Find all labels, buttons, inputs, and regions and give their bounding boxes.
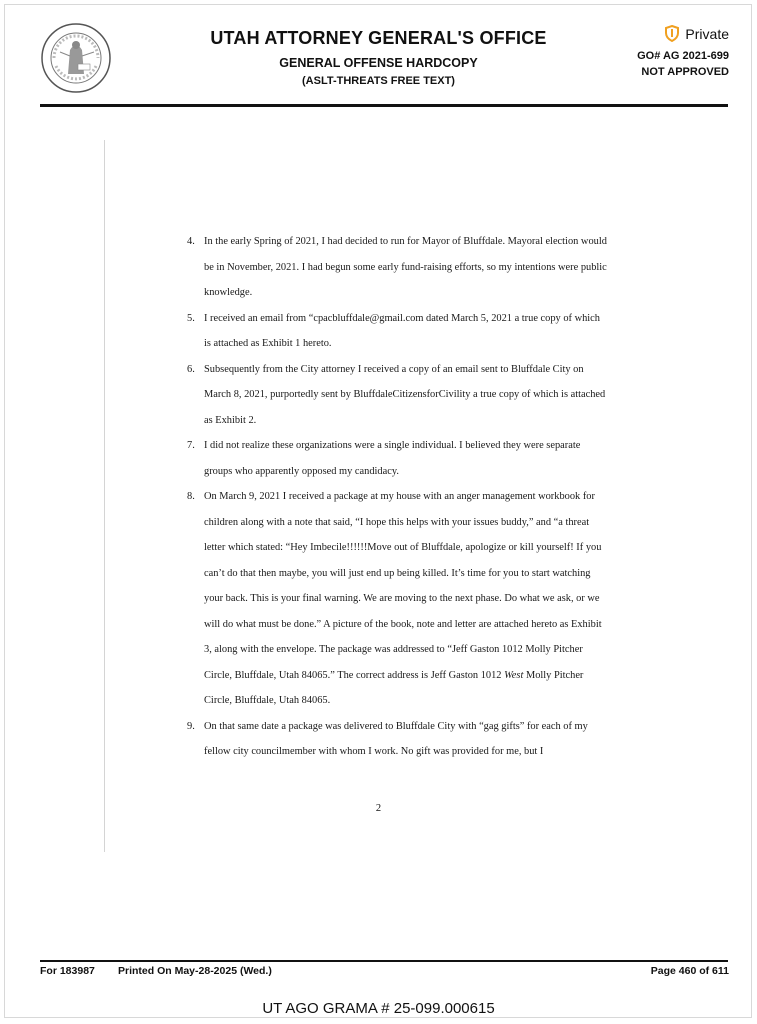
document-body — [187, 229, 607, 765]
header-divider — [40, 104, 728, 107]
item-number: 9. — [187, 720, 195, 732]
list-item — [187, 357, 607, 434]
page-number: 2 — [375, 803, 382, 814]
document-subtitle: GENERAL OFFENSE HARDCOPY — [279, 56, 478, 70]
approval-status: NOT APPROVED — [641, 66, 729, 78]
item-text: I did not realize these organizations were a single individual. I believed they were separate groups who apparently opposed my candidacy. — [204, 440, 581, 477]
page-title: UTAH ATTORNEY GENERAL'S OFFICE — [210, 28, 547, 48]
scan-margin-line — [104, 140, 105, 852]
shield-icon — [665, 25, 679, 42]
item-number: 6. — [187, 363, 195, 375]
item-text: In the early Spring of 2021, I had decided to run for Mayor of Bluffdale. Mayoral election would be in November, 2021. I had begun some early fund-raising efforts, so my intentions were public knowledge. — [204, 236, 607, 298]
list-item — [187, 484, 607, 714]
footer-page-count: Page 460 of 611 — [650, 965, 729, 977]
item-text — [204, 484, 607, 714]
item-number: 8. — [187, 491, 195, 502]
item-number: 4. — [187, 236, 195, 247]
item-text: I received an email from “cpacbluffdale@gmail.com dated March 5, 2021 a true copy of which is attached as Exhibit 1 hereto. — [204, 312, 600, 349]
item-text-part: On March 9, 2021 I received a package at my house with an anger management workbook for children along with a note that said, “I hope this helps with your issues buddy,” and “a threat letter which stated: “Hey Imbecile!!!!!!Move out of Bluffdale, apologize or kill yourself! If you can’t do that then maybe, you will just end up being killed. It’s time for you to start watching your back. This is your final warning. We are moving to the next phase. Do what we ask, or we will do what must be done.” A picture of the book, note and letter are attached hereto as Exhibit 3, along with the envelope. The package was addressed to “Jeff Gaston 1012 Molly Pitcher Circle, Bluffdale, Utah 84065.” The correct address is Jeff Gaston 1012 — [204, 491, 602, 681]
item-number: 7. — [187, 440, 195, 451]
privacy-label: Private — [685, 25, 729, 42]
item-text: Subsequently from the City attorney I received a copy of an email sent to Bluffdale City on March 8, 2021, purportedly sent by BluffdaleCitizensforCivility a true copy of which is attached as Exhibit 2. — [204, 363, 606, 426]
go-number: GO# AG 2021-699 — [637, 50, 729, 62]
item-text-part: Molly Pitcher Circle, Bluffdale, Utah 84065. — [204, 669, 584, 706]
item-text-emphasis: West — [504, 669, 524, 681]
list-item — [187, 433, 607, 484]
item-number: 5. — [187, 312, 195, 324]
list-item — [187, 229, 607, 306]
footer-divider — [40, 960, 728, 962]
footer-for-label: For 183987 — [40, 965, 95, 977]
list-item — [187, 714, 607, 765]
list-item — [187, 306, 607, 357]
grama-stamp: UT AGO GRAMA # 25-099.000615 — [262, 1000, 495, 1017]
item-text: On that same date a package was delivered to Bluffdale City with “gag gifts” for each of my fellow city councilmember with whom I work. No gift was provided for me, but I — [204, 720, 588, 757]
document-category: (ASLT-THREATS FREE TEXT) — [302, 75, 455, 87]
privacy-badge — [665, 25, 729, 42]
footer-printed-date: Printed On May-28-2025 (Wed.) — [118, 965, 272, 977]
